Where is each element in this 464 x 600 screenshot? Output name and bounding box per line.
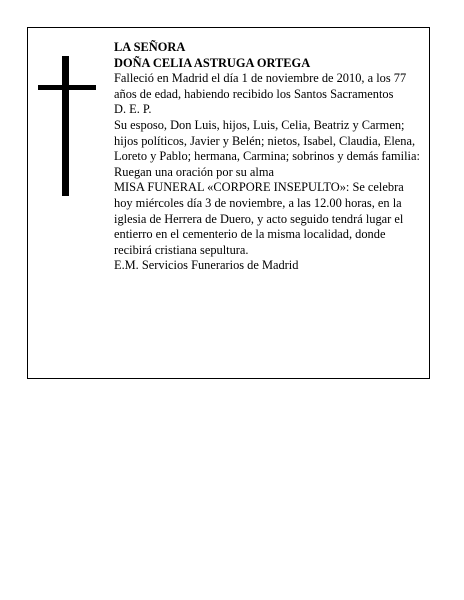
notice-text-block (114, 40, 424, 274)
rest-in-peace: D. E. P. (114, 102, 152, 117)
cross-vertical-bar (62, 56, 69, 196)
prayer-request: Ruegan una oración por su alma (114, 164, 274, 179)
funeral-details: MISA FUNERAL «CORPORE INSEPULTO»: Se celebra hoy miércoles día 3 de noviembre, a las 12.00 horas, en la iglesia de Herrera de Duero, y acto seguido tendrá lugar el entierro en el cementerio de la misma localidad, donde recibirá cristiana sepultura. (114, 180, 404, 257)
notice-title: LA SEÑORA (114, 40, 186, 54)
funeral-services: E.M. Servicios Funerarios de Madrid (114, 258, 299, 273)
deceased-name: DOÑA CELIA ASTRUGA ORTEGA (114, 55, 311, 70)
death-announcement: Falleció en Madrid el día 1 de noviembre de 2010, a los 77 años de edad, habiendo recibido los Santos Sacramentos (114, 71, 407, 101)
cross-horizontal-bar (38, 85, 96, 90)
family-list: Su esposo, Don Luis, hijos, Luis, Celia, Beatriz y Carmen; hijos políticos, Javier y Belén; nietos, Isabel, Claudia, Elena, Loreto y Pablo; hermana, Carmina; sobrinos y demás familia: (114, 117, 420, 164)
